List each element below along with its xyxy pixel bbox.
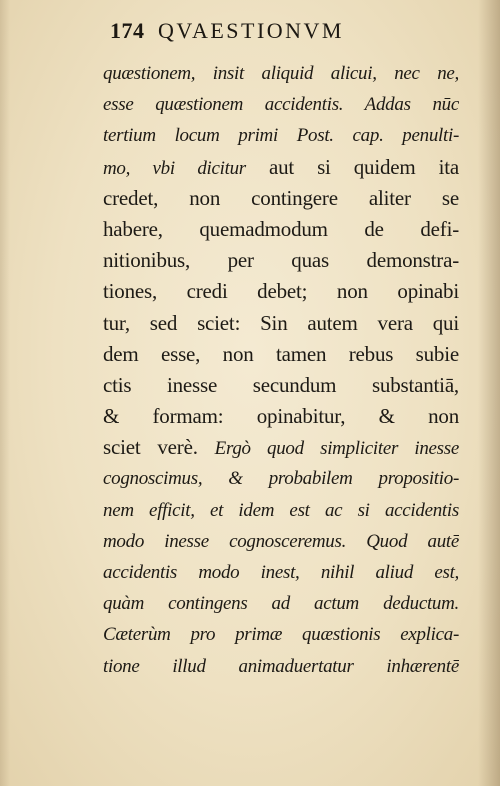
text-line	[103, 557, 459, 588]
text-line	[103, 152, 459, 183]
text-line	[103, 245, 459, 276]
text-line	[103, 526, 459, 557]
page-header	[110, 18, 430, 50]
text-line	[103, 308, 459, 339]
text-run: tertium locum primi Post. cap. penulti-	[103, 125, 459, 147]
text-line	[103, 120, 459, 151]
text-line	[103, 214, 459, 245]
body-text	[103, 58, 459, 682]
text-run: Cæterùm pro primæ quæstionis explica-	[103, 624, 459, 646]
text-run: nem efficit, et idem est ac si accidentis	[103, 499, 459, 521]
gutter-shadow	[478, 0, 500, 786]
text-line	[103, 370, 459, 401]
text-run: mo, vbi dicitur	[103, 157, 246, 179]
text-run: nitionibus, per quas demonstra-	[103, 248, 459, 273]
text-run: cognoscimus, & probabilem propositio-	[103, 468, 459, 490]
text-run: quæstionem, insit aliquid alicui, nec ne,	[103, 63, 459, 84]
text-run: habere, quemadmodum de defi-	[103, 216, 459, 241]
text-line	[103, 339, 459, 370]
text-run: Ergò quod simpliciter inesse	[214, 438, 459, 460]
text-line	[103, 463, 459, 494]
text-run: dem esse, non tamen rebus subie	[103, 341, 459, 366]
text-run: ctis inesse secundum substantiā,	[103, 372, 459, 397]
text-line	[103, 619, 459, 650]
text-line	[103, 58, 459, 89]
text-run: quàm contingens ad actum deductum.	[103, 593, 459, 615]
text-run: tiones, credi debet; non opinabi	[103, 279, 459, 304]
text-line	[103, 89, 459, 120]
text-line	[103, 495, 459, 526]
text-run: accidentis modo inest, nihil aliud est,	[103, 562, 459, 583]
text-line	[103, 588, 459, 619]
text-run: tione illud animaduertatur inhærentē	[103, 655, 459, 677]
text-run: modo inesse cognosceremus. Quod autē	[103, 530, 459, 552]
text-line	[103, 401, 459, 432]
text-line	[103, 183, 459, 214]
text-line	[103, 432, 459, 463]
page-edge-shadow	[0, 0, 10, 786]
text-run: sciet verè.	[103, 435, 215, 460]
text-run: aut si quidem ita	[245, 154, 459, 179]
text-run: esse quæstionem accidentis. Addas nūc	[103, 94, 459, 116]
text-line	[103, 651, 459, 682]
text-run: tur, sed sciet: Sin autem vera qui	[103, 310, 459, 335]
text-run: & formam: opinabitur, & non	[103, 404, 459, 429]
running-head: QVAESTIONVM	[158, 18, 344, 43]
page-number: 174	[110, 18, 145, 43]
text-run: credet, non contingere aliter se	[103, 185, 459, 210]
text-line	[103, 276, 459, 307]
